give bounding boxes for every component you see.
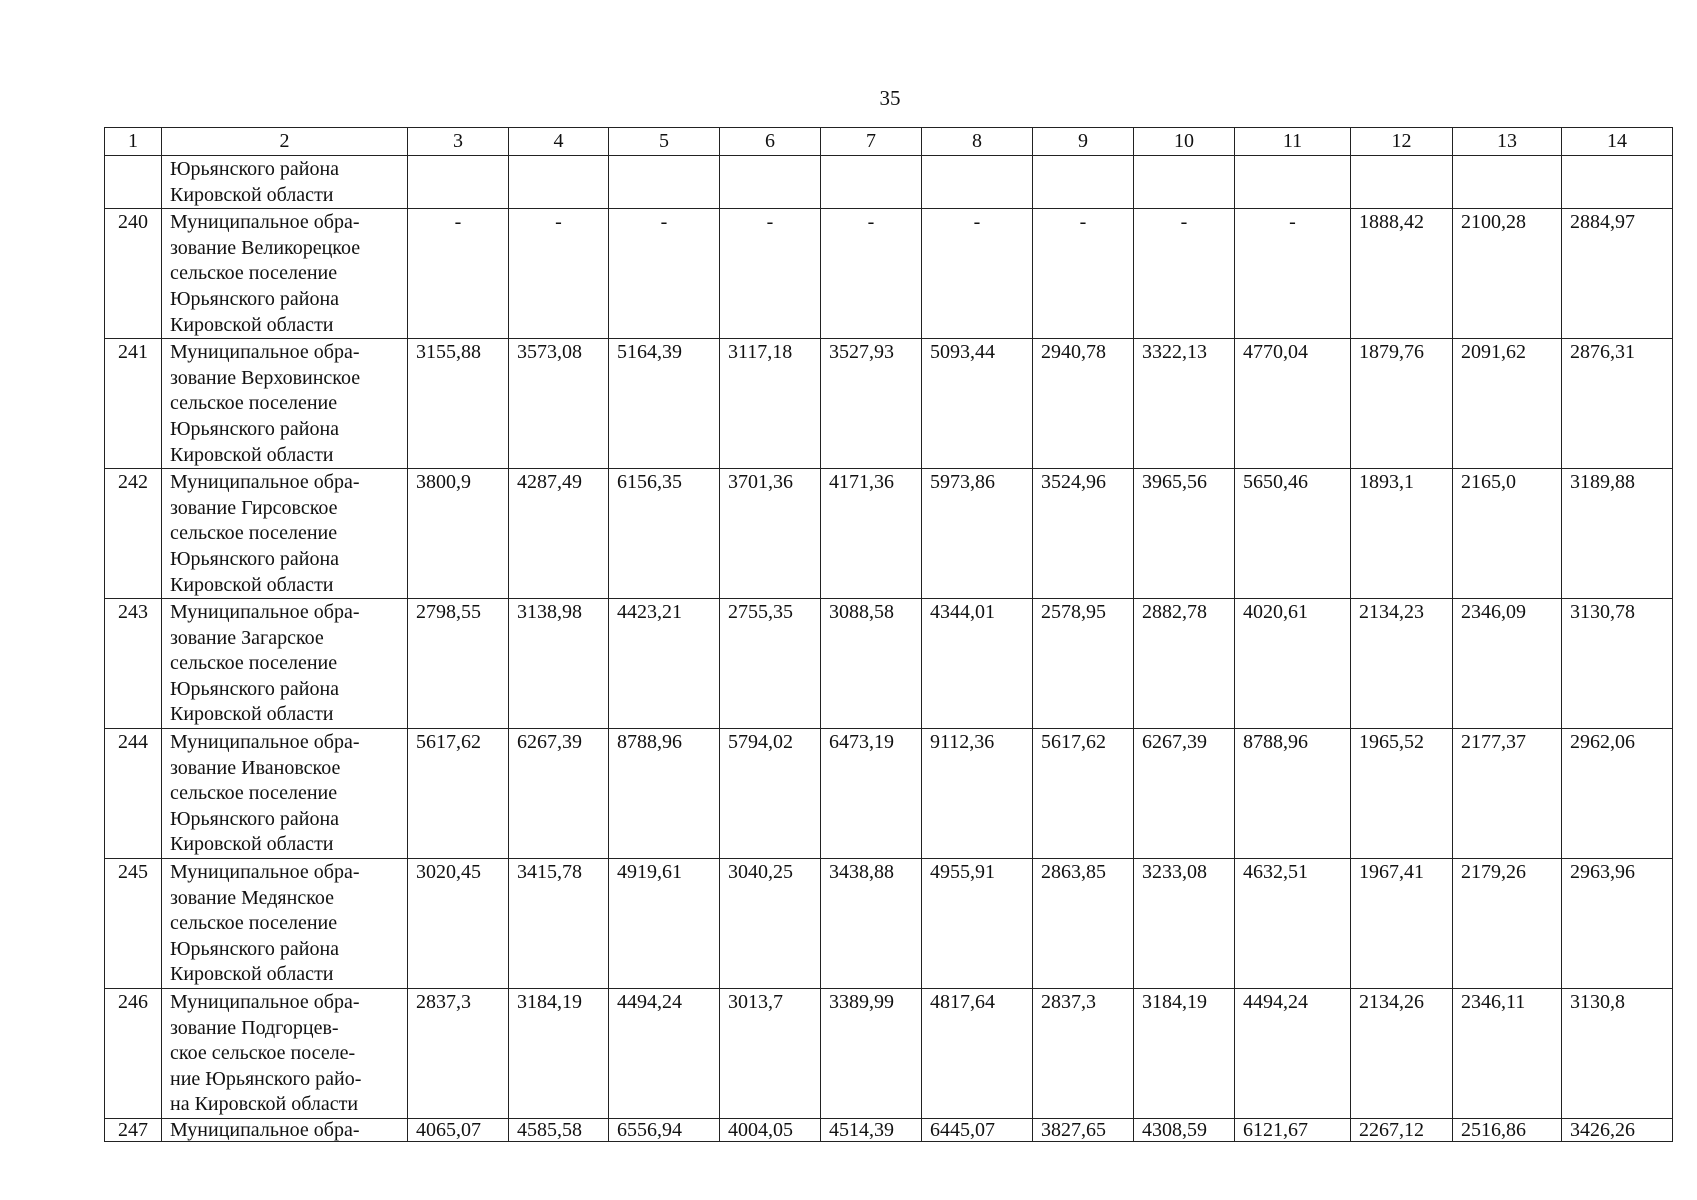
value-cell: 4065,07 (408, 1118, 509, 1141)
table-header-row (105, 128, 1673, 156)
value-cell: 6156,35 (609, 469, 720, 599)
municipality-name-line: Юрьянского района (170, 158, 340, 180)
value-cell: 3189,88 (1562, 469, 1673, 599)
municipality-name-line: Кировской области (170, 443, 334, 466)
value-cell: 2884,97 (1562, 209, 1673, 339)
column-header: 4 (509, 128, 609, 156)
value-cell: - (720, 209, 821, 339)
value-cell: 3426,26 (1562, 1118, 1673, 1141)
column-header: 12 (1351, 128, 1453, 156)
value-cell: 3155,88 (408, 339, 509, 469)
value-cell: 8788,96 (609, 729, 720, 859)
municipality-name-line: Муниципальное обра- (170, 601, 360, 624)
table-row (105, 989, 1673, 1119)
value-cell: 3013,7 (720, 989, 821, 1119)
municipality-name-line: Муниципальное обра- (170, 341, 360, 364)
value-cell (609, 156, 720, 209)
value-cell: 1965,52 (1351, 729, 1453, 859)
municipality-name (162, 156, 408, 209)
value-cell: 4423,21 (609, 599, 720, 729)
municipality-name-line: Юрьянского района (170, 677, 340, 700)
value-cell: 3965,56 (1134, 469, 1235, 599)
municipality-name-line: сельское поселение (170, 262, 338, 285)
value-cell: 2516,86 (1453, 1118, 1562, 1141)
table-row (105, 156, 1673, 209)
value-cell: 4171,36 (821, 469, 922, 599)
municipality-name (162, 729, 408, 859)
value-cell: 2134,23 (1351, 599, 1453, 729)
value-cell: 1879,76 (1351, 339, 1453, 469)
municipality-name-line: Кировской области (170, 573, 334, 596)
value-cell: 4494,24 (609, 989, 720, 1119)
value-cell: 2134,26 (1351, 989, 1453, 1119)
row-number: 245 (105, 859, 162, 989)
value-cell: 2940,78 (1033, 339, 1134, 469)
value-cell: 6267,39 (1134, 729, 1235, 859)
municipality-name (162, 339, 408, 469)
column-header: 10 (1134, 128, 1235, 156)
value-cell: 2798,55 (408, 599, 509, 729)
municipality-name-line: Муниципальное обра- (170, 861, 360, 884)
column-header: 8 (922, 128, 1033, 156)
value-cell: 4004,05 (720, 1118, 821, 1141)
table-row (105, 469, 1673, 599)
municipality-name-line: сельское поселение (170, 522, 338, 545)
municipality-name (162, 1118, 408, 1141)
value-cell: 2100,28 (1453, 209, 1562, 339)
row-number: 240 (105, 209, 162, 339)
municipality-name-line: Юрьянского района (170, 937, 340, 960)
value-cell: 3573,08 (509, 339, 609, 469)
municipality-name-line: зование Гирсовское (170, 496, 338, 519)
value-cell: 5617,62 (1033, 729, 1134, 859)
column-header: 1 (105, 128, 162, 156)
value-cell: 4514,39 (821, 1118, 922, 1141)
municipality-name-line: зование Подгорцев- (170, 1016, 339, 1039)
value-cell (408, 156, 509, 209)
value-cell: 5164,39 (609, 339, 720, 469)
municipality-name-line: Юрьянского района (170, 807, 340, 830)
column-header: 7 (821, 128, 922, 156)
value-cell: 4344,01 (922, 599, 1033, 729)
value-cell (1562, 156, 1673, 209)
municipality-name-line: Муниципальное обра- (170, 1118, 360, 1141)
municipality-name-line: Юрьянского района (170, 547, 340, 570)
value-cell: 3800,9 (408, 469, 509, 599)
value-cell: 2177,37 (1453, 729, 1562, 859)
value-cell: 4770,04 (1235, 339, 1351, 469)
value-cell: 6121,67 (1235, 1118, 1351, 1141)
municipality-name-line: Кировской области (170, 963, 334, 986)
value-cell: 3827,65 (1033, 1118, 1134, 1141)
municipality-name-line: Кировской области (170, 703, 334, 726)
value-cell: - (1235, 209, 1351, 339)
value-cell: 5093,44 (922, 339, 1033, 469)
municipality-name-line: сельское поселение (170, 652, 338, 675)
value-cell: 2346,11 (1453, 989, 1562, 1119)
table-row (105, 209, 1673, 339)
table-row (105, 859, 1673, 989)
value-cell: 3415,78 (509, 859, 609, 989)
value-cell: 3389,99 (821, 989, 922, 1119)
value-cell (1033, 156, 1134, 209)
municipality-name-line: зование Великорецкое (170, 236, 361, 259)
municipality-name-line: Муниципальное обра- (170, 211, 360, 234)
value-cell: - (509, 209, 609, 339)
value-cell: 6473,19 (821, 729, 922, 859)
municipality-name (162, 989, 408, 1119)
table-row (105, 599, 1673, 729)
value-cell: 2876,31 (1562, 339, 1673, 469)
column-header: 6 (720, 128, 821, 156)
value-cell: 5973,86 (922, 469, 1033, 599)
value-cell: 3040,25 (720, 859, 821, 989)
municipality-name-line: зование Ивановское (170, 756, 341, 779)
column-header: 13 (1453, 128, 1562, 156)
municipality-name-line: Юрьянского района (170, 417, 340, 440)
value-cell: 3527,93 (821, 339, 922, 469)
municipality-name-line: Кировской области (170, 313, 334, 336)
municipality-name-line: ние Юрьянского райо- (170, 1067, 362, 1090)
value-cell: 3138,98 (509, 599, 609, 729)
value-cell: 4817,64 (922, 989, 1033, 1119)
value-cell: 3020,45 (408, 859, 509, 989)
value-cell: 6445,07 (922, 1118, 1033, 1141)
row-number: 247 (105, 1118, 162, 1141)
value-cell: 3130,78 (1562, 599, 1673, 729)
municipality-name-line: сельское поселение (170, 392, 338, 415)
table-row (105, 729, 1673, 859)
value-cell: - (408, 209, 509, 339)
page-number: 35 (879, 86, 901, 110)
municipality-name-line: Муниципальное обра- (170, 991, 360, 1013)
value-cell: - (1033, 209, 1134, 339)
value-cell (1453, 156, 1562, 209)
data-table (104, 127, 1673, 1142)
row-number: 242 (105, 469, 162, 599)
value-cell: 1888,42 (1351, 209, 1453, 339)
value-cell: 2882,78 (1134, 599, 1235, 729)
column-header: 3 (408, 128, 509, 156)
value-cell: 4955,91 (922, 859, 1033, 989)
value-cell: 3233,08 (1134, 859, 1235, 989)
table-row (105, 339, 1673, 469)
value-cell: 4632,51 (1235, 859, 1351, 989)
municipality-name (162, 859, 408, 989)
value-cell: 1893,1 (1351, 469, 1453, 599)
value-cell: - (922, 209, 1033, 339)
value-cell: 3701,36 (720, 469, 821, 599)
column-header: 5 (609, 128, 720, 156)
value-cell: 1967,41 (1351, 859, 1453, 989)
value-cell: 6556,94 (609, 1118, 720, 1141)
municipality-name-line: Юрьянского района (170, 287, 340, 310)
municipality-name-line: Муниципальное обра- (170, 731, 360, 754)
value-cell: 4020,61 (1235, 599, 1351, 729)
value-cell: 4494,24 (1235, 989, 1351, 1119)
value-cell: 2346,09 (1453, 599, 1562, 729)
row-number: 241 (105, 339, 162, 469)
value-cell: 6267,39 (509, 729, 609, 859)
value-cell: 3184,19 (509, 989, 609, 1119)
value-cell (1134, 156, 1235, 209)
municipality-name-line: Кировской области (170, 183, 334, 206)
value-cell: 3322,13 (1134, 339, 1235, 469)
municipality-name-line: ское сельское поселе- (170, 1042, 356, 1065)
value-cell: 2165,0 (1453, 469, 1562, 599)
value-cell: 5617,62 (408, 729, 509, 859)
value-cell: 3184,19 (1134, 989, 1235, 1119)
value-cell (821, 156, 922, 209)
value-cell: 2962,06 (1562, 729, 1673, 859)
value-cell: 2755,35 (720, 599, 821, 729)
value-cell: 4287,49 (509, 469, 609, 599)
municipality-name (162, 209, 408, 339)
value-cell: 5650,46 (1235, 469, 1351, 599)
value-cell: 5794,02 (720, 729, 821, 859)
municipality-name-line: сельское поселение (170, 782, 338, 805)
value-cell: 3438,88 (821, 859, 922, 989)
value-cell: 3088,58 (821, 599, 922, 729)
value-cell (509, 156, 609, 209)
municipality-name-line: сельское поселение (170, 912, 338, 935)
municipality-name-line: зование Медянское (170, 886, 335, 909)
municipality-name-line: зование Загарское (170, 626, 324, 649)
value-cell: 4308,59 (1134, 1118, 1235, 1141)
value-cell: 8788,96 (1235, 729, 1351, 859)
value-cell: - (1134, 209, 1235, 339)
municipality-name (162, 599, 408, 729)
municipality-name-line: Кировской области (170, 833, 334, 856)
value-cell: 2837,3 (1033, 989, 1134, 1119)
row-number (105, 156, 162, 209)
column-header: 2 (162, 128, 408, 156)
municipality-name-line: на Кировской области (170, 1093, 359, 1116)
row-number: 246 (105, 989, 162, 1119)
value-cell (720, 156, 821, 209)
table-row (105, 1118, 1673, 1141)
value-cell: 2863,85 (1033, 859, 1134, 989)
column-header: 14 (1562, 128, 1673, 156)
value-cell: 4585,58 (509, 1118, 609, 1141)
value-cell: 3524,96 (1033, 469, 1134, 599)
value-cell (1351, 156, 1453, 209)
column-header: 9 (1033, 128, 1134, 156)
value-cell: 2179,26 (1453, 859, 1562, 989)
value-cell: 9112,36 (922, 729, 1033, 859)
row-number: 243 (105, 599, 162, 729)
value-cell: 3130,8 (1562, 989, 1673, 1119)
value-cell: 2578,95 (1033, 599, 1134, 729)
row-number: 244 (105, 729, 162, 859)
value-cell: 4919,61 (609, 859, 720, 989)
municipality-name-line: зование Верховинское (170, 366, 361, 389)
value-cell (922, 156, 1033, 209)
value-cell: 2091,62 (1453, 339, 1562, 469)
value-cell: - (609, 209, 720, 339)
value-cell: - (821, 209, 922, 339)
municipality-name (162, 469, 408, 599)
value-cell (1235, 156, 1351, 209)
municipality-name-line: Муниципальное обра- (170, 471, 360, 494)
value-cell: 2267,12 (1351, 1118, 1453, 1141)
value-cell: 2963,96 (1562, 859, 1673, 989)
column-header: 11 (1235, 128, 1351, 156)
value-cell: 2837,3 (408, 989, 509, 1119)
value-cell: 3117,18 (720, 339, 821, 469)
